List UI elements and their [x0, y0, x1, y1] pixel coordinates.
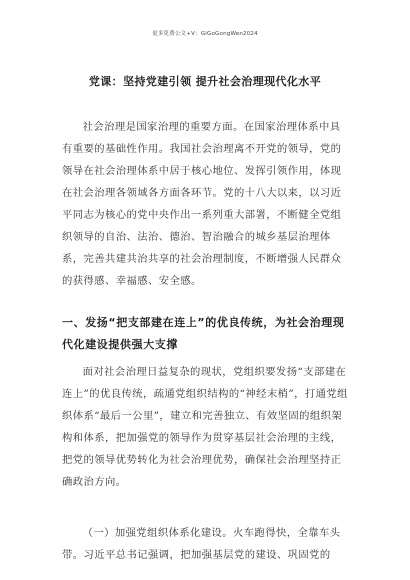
promo-banner: 更多免费公文+V：GiGoGongWen2024: [152, 31, 258, 37]
subsection-1-paragraph: （一）加强党组织体系化建设。火车跑得快，全靠车头带。习近平总书记强调，把加强基层党的建设、巩固党的: [62, 527, 341, 561]
document-title: 党课：坚持党建引领 提升社会治理现代化水平: [88, 75, 322, 88]
intro-paragraph: 社会治理是国家治理的重要方面。在国家治理体系中具有重要的基础性作用。我国社会治理离不开党的领导，党的领导在社会治理体系中居于核心地位、发挥引领作用，体现在社会治理各领域各方面各环节。党的十八大以来，以习近平同志为核心的党中央作出一系列重大部署，不断健全党组织领导的自治、法治、德治、智治融合的城乡基层治理体系，完善共建共治共享的社会治理制度，不断增强人民群众的获得感、幸福感、安全感。: [62, 121, 342, 287]
section-heading-1: 一、发扬“把支部建在连上”的优良传统，为社会治理现代化建设提供强大支撑: [62, 316, 345, 351]
section-1-paragraph: 面对社会治理日益复杂的现状，党组织要发扬“支部建在连上”的优良传统，疏通党组织结构的“神经末梢”，打通党组织体系“最后一公里”，建立和完善独立、有效坚固的组织架构和体系，把加强党的领导作为贯穿基层社会治理的主线，把党的领导优势转化为社会治理优势，确保社会治理坚持正确政治方向。: [62, 366, 348, 488]
